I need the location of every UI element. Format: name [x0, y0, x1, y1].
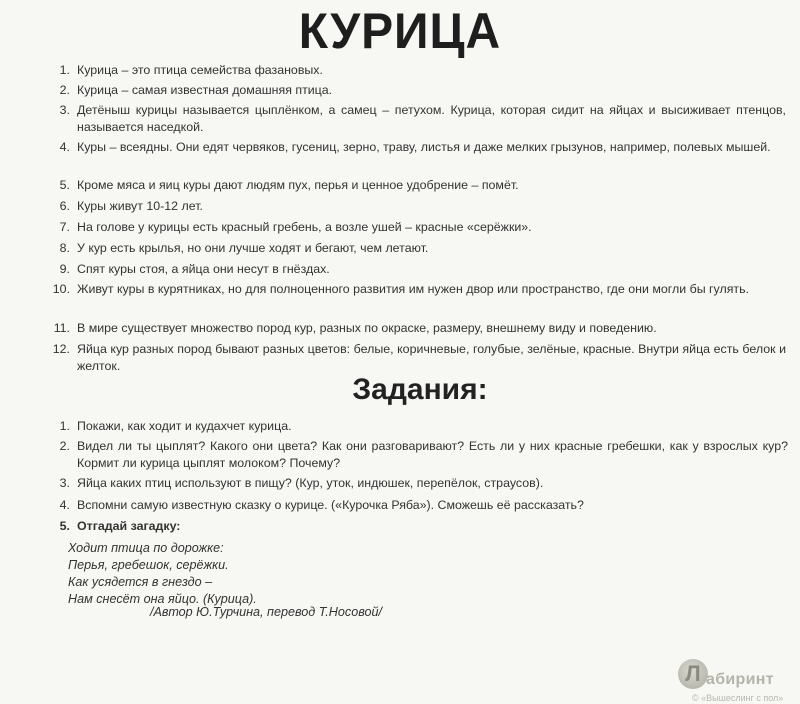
fact-number: 2. [59, 83, 70, 97]
fact-number: 1. [59, 63, 70, 77]
fact-text: Спят куры стоя, а яйца они несут в гнёздах. [77, 262, 330, 276]
page-title: КУРИЦА [298, 3, 502, 59]
fact-text: В мире существует множество пород кур, разных по окраске, размеру, внешнему виду и поведению. [77, 321, 657, 335]
task-text: Видел ли ты цыплят? Какого они цвета? Как они разговаривают? Есть ли у них красные гребешки, как у взрослых кур? Кормит ли курица цыплят молоком? Почему? [77, 439, 788, 470]
fact-number: 6. [59, 199, 70, 213]
task-number: 4. [59, 498, 70, 512]
riddle-line: Перья, гребешок, серёжки. [68, 558, 229, 572]
riddle-credit: /Автор Ю.Турчина, перевод Т.Носовой/ [150, 605, 383, 619]
fact-number: 10. [52, 282, 70, 296]
fact-number: 7. [59, 220, 70, 234]
task-number: 2. [59, 439, 70, 453]
fact-number: 12. [52, 342, 70, 356]
task-text: Яйца каких птиц используют в пищу? (Кур, уток, индюшек, перепёлок, страусов). [77, 476, 544, 490]
watermark-text: © «Вышеслинг с пол» [692, 693, 784, 703]
tasks-heading: Задания: [352, 373, 488, 406]
fact-text: Курица – самая известная домашняя птица. [77, 83, 333, 97]
fact-number: 9. [59, 262, 70, 276]
fact-text: Детёныш курицы называется цыплёнком, а самец – петухом. Курица, которая сидит на яйцах и высиживает птенцов, называется наседкой. [77, 103, 786, 134]
task-number: 3. [59, 476, 70, 490]
task-number: 1. [59, 419, 70, 433]
fact-text: Живут куры в курятниках, но для полноценного развития им нужен двор или пространство, где они могли бы гулять. [77, 282, 749, 296]
fact-text: Яйца кур разных пород бывают разных цветов: белые, коричневые, голубые, зелёные, красные. Внутри яйца есть белок и желток. [77, 342, 786, 373]
task-number: 5. [59, 519, 70, 533]
task-text: Отгадай загадку: [77, 519, 181, 533]
task-text: Покажи, как ходит и кудахчет курица. [77, 419, 292, 433]
fact-text: У кур есть крылья, но они лучше ходят и бегают, чем летают. [77, 241, 429, 255]
labirint-logo-text: абиринт [706, 671, 774, 688]
task-text: Вспомни самую известную сказку о курице. («Курочка Ряба»). Сможешь её рассказать? [77, 498, 584, 512]
riddle-line: Как усядется в гнездо – [68, 575, 213, 589]
fact-number: 4. [59, 140, 70, 154]
labirint-logo [676, 657, 786, 697]
fact-number: 5. [59, 178, 70, 192]
riddle-poem [68, 540, 257, 608]
fact-text: Куры живут 10-12 лет. [77, 199, 203, 213]
riddle-line: Нам снесёт она яйцо. (Курица). [68, 592, 257, 606]
fact-number: 3. [59, 103, 70, 117]
riddle-line: Ходит птица по дорожке: [68, 541, 224, 555]
labirint-logo-icon: Л [678, 659, 708, 689]
fact-text: На голове у курицы есть красный гребень, а возле ушей – красные «серёжки». [77, 220, 532, 234]
fact-text: Курица – это птица семейства фазановых. [77, 63, 323, 77]
fact-number: 8. [59, 241, 70, 255]
fact-text: Куры – всеядны. Они едят червяков, гусениц, зерно, траву, листья и даже мелких грызунов, например, полевых мышей. [77, 140, 771, 154]
fact-number: 11. [53, 321, 70, 335]
fact-text: Кроме мяса и яиц куры дают людям пух, перья и ценное удобрение – помёт. [77, 178, 519, 192]
